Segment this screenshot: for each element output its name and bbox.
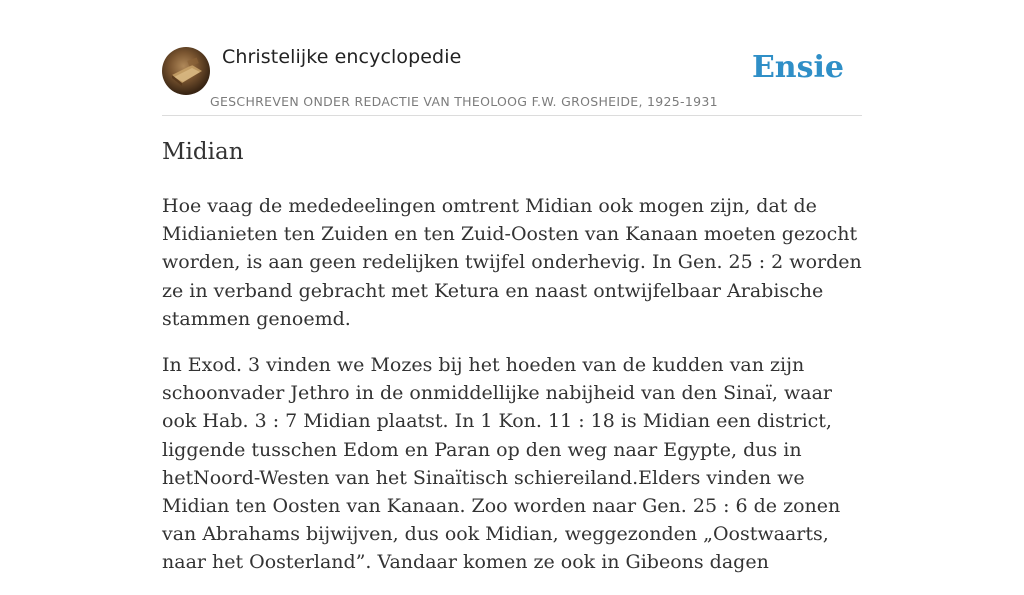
site-header — [162, 0, 862, 116]
article-paragraph: In Exod. 3 vinden we Mozes bij het hoeden van de kudden van zijn schoonvader Jethro in de onmiddellijke nabijheid van den Sinaï, waar ook Hab. 3 : 7 Midian plaatst. In 1 Kon. 11 : 18 is Midian een district, liggende tusschen Edom en Paran op den weg naar Egypte, dus in hetNoord-Westen van het Sinaïtisch schiereiland.Elders vinden we Midian ten Oosten van Kanaan. Zoo worden naar Gen. 25 : 6 de zonen van Abrahams bijwijven, dus ook Midian, weggezonden „Oostwaarts, naar het Oosterland”. Vandaar komen ze ook in Gibeons dagen — [162, 354, 841, 574]
article-paragraph: Hoe vaag de mededeelingen omtrent Midian ook mogen zijn, dat de Midianieten ten Zuiden en ten Zuid-Oosten van Kanaan moeten gezocht worden, is aan geen redelijken twijfel onderhevig. In Gen. 25 : 2 worden ze in verband gebracht met Ketura en naast ontwijfelbaar Arabische stammen genoemd. — [162, 195, 862, 330]
article-body — [162, 192, 862, 595]
brand-logo[interactable]: Ensie — [751, 50, 844, 85]
site-subtitle: GESCHREVEN ONDER REDACTIE VAN THEOLOOG F.W. GROSHEIDE, 1925-1931 — [210, 94, 718, 109]
book-photo-icon[interactable] — [162, 47, 210, 95]
site-title[interactable]: Christelijke encyclopedie — [222, 46, 462, 68]
page — [162, 0, 862, 574]
article-title: Midian — [162, 139, 244, 165]
